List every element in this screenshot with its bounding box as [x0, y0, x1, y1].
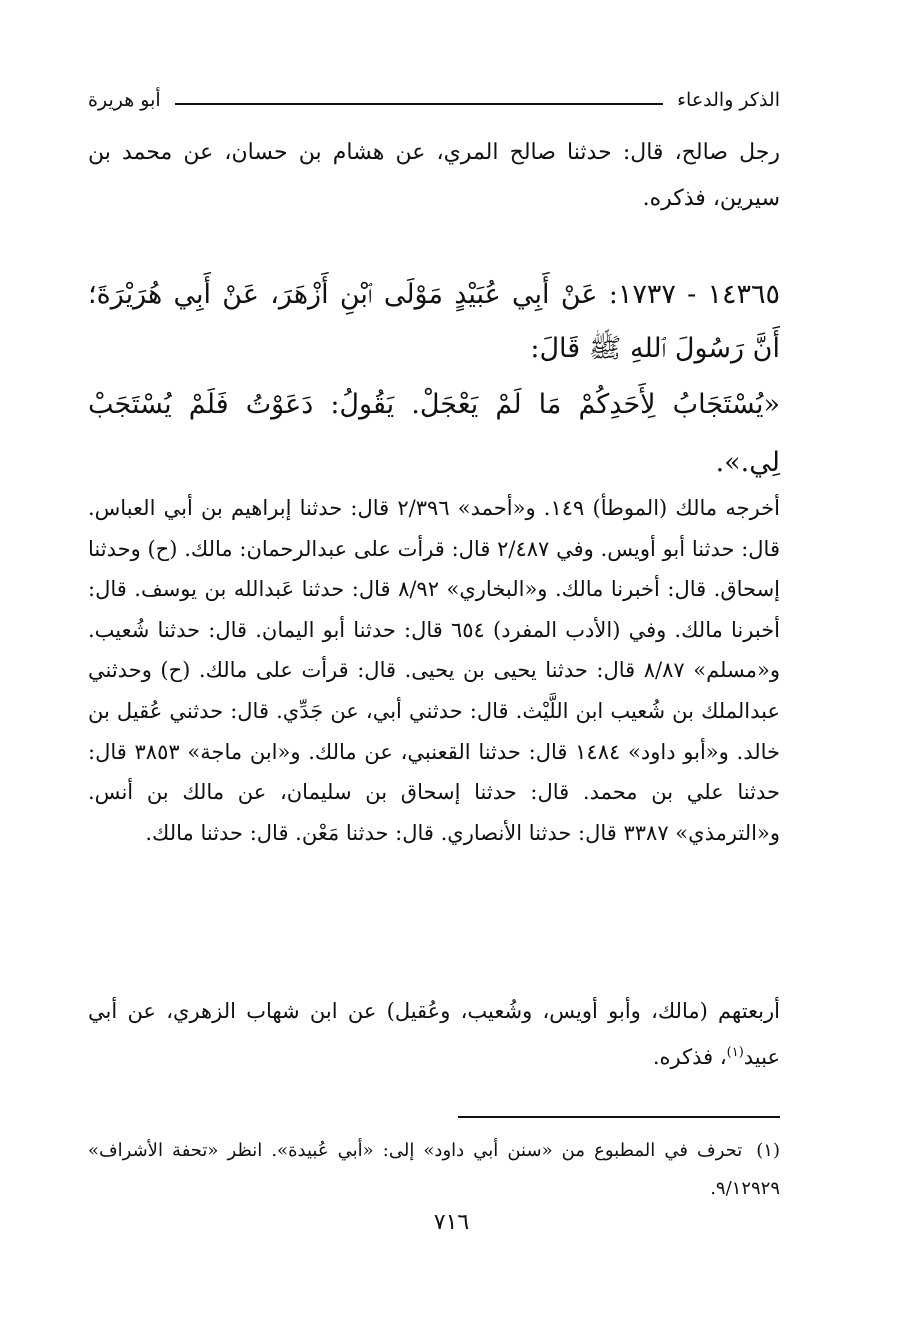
hadith-text: «يُسْتَجَابُ لِأَحَدِكُمْ مَا لَمْ يَعْجَلْ. يَقُولُ: دَعَوْتُ فَلَمْ يُسْتَجَبْ لِي.». [88, 389, 780, 478]
header-chapter-title: الذكر والدعاء [677, 89, 780, 111]
page-number: ٧١٦ [433, 1210, 470, 1235]
footnote-number: (١) [756, 1140, 780, 1161]
summary-paragraph [88, 990, 780, 1078]
footnote-text: تحرف في المطبوع من «سنن أبي داود» إلى: «أبي عُبيدة». انظر «تحفة الأشراف» ٩/١٢٩٢٩. [88, 1140, 780, 1199]
takhrij-paragraph: أخرجه مالك (الموطأ) ١٤٩. و«أحمد» ٢/٣٩٦ قال: حدثنا إبراهيم بن أبي العباس. قال: حدثنا أبو أويس. وفي ٢/٤٨٧ قال: قرأت على عبدالرحمان: مالك. (ح) وحدثنا إسحاق. قال: أخبرنا مالك. و«البخاري» ٨/٩٢ قال: حدثنا عَبدالله بن يوسف. قال: أخبرنا مالك. وفي (الأدب المفرد) ٦٥٤ قال: حدثنا أبو اليمان. قال: حدثنا شُعيب. و«مسلم» ٨/٨٧ قال: حدثنا يحيى بن يحيى. قال: قرأت على مالك. (ح) وحدثني عبدالملك بن شُعيب ابن اللَّيْث. قال: حدثني أبي، عن جَدِّي. قال: حدثني عُقيل بن خالد. و«أبو داود» ١٤٨٤ قال: حدثنا القعنبي، عن مالك. و«ابن ماجة» ٣٨٥٣ قال: حدثنا علي بن محمد. قال: حدثنا إسحاق بن سليمان، عن مالك بن أنس. و«الترمذي» ٣٣٨٧ قال: حدثنا الأنصاري. قال: حدثنا مَعْن. قال: حدثنا مالك. [88, 496, 781, 845]
summary-text: أربعتهم (مالك، وأبو أويس، وشُعيب، وعُقيل) عن ابن شهاب الزهري، عن أبي عبيد [88, 999, 780, 1069]
intro-paragraph: رجل صالح، قال: حدثنا صالح المري، عن هشام بن حسان، عن محمد بن سيرين، فذكره. [88, 140, 780, 211]
header-rule [175, 103, 663, 105]
summary-tail: ، فذكره. [652, 1045, 727, 1069]
footnote-separator [458, 1116, 780, 1118]
footnote [88, 1132, 780, 1208]
running-header [88, 80, 780, 120]
footnote-marker: (١) [726, 1045, 744, 1060]
header-narrator-title: أبو هريرة [88, 89, 161, 111]
hadith-heading: ١٤٣٦٥ - ١٧٣٧: عَنْ أَبِي عُبَيْدٍ مَوْلَى ٱبْنِ أَزْهَرَ، عَنْ أَبِي هُرَيْرَةَ؛ أَنَّ رَسُولَ ٱللهِ ﷺ قَالَ: [88, 279, 780, 364]
